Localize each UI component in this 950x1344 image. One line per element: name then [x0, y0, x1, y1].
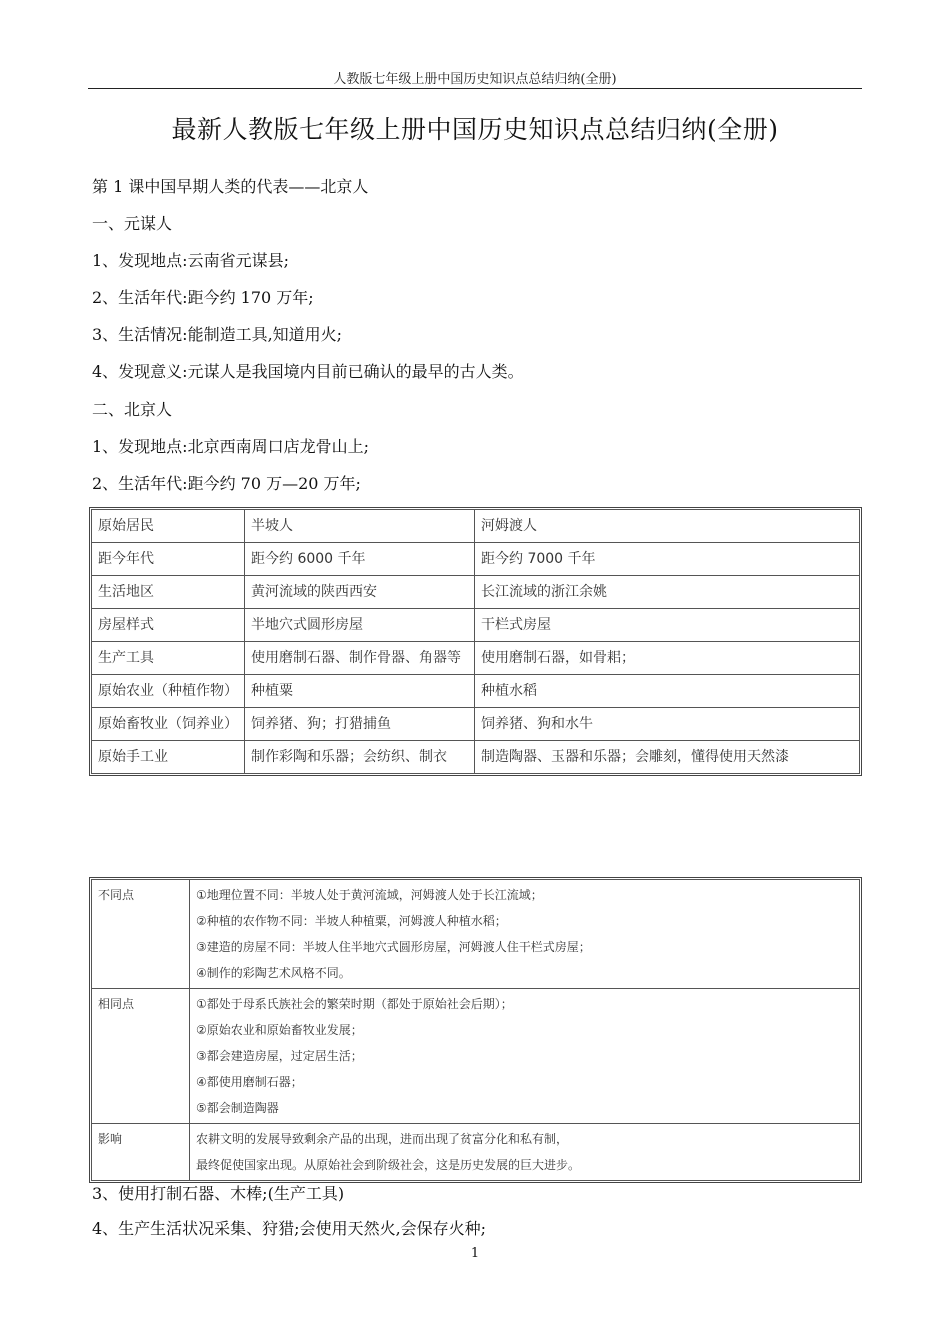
table-cell: 原始居民 — [92, 510, 245, 543]
summary-points — [190, 1124, 860, 1181]
table-cell: 距今约 7000 千年 — [475, 543, 860, 576]
comparison-table — [91, 509, 860, 774]
table-cell: 原始畜牧业（饲养业） — [92, 708, 245, 741]
summary-point: ①地理位置不同：半坡人处于黄河流域，河姆渡人处于长江流域； — [196, 888, 543, 902]
table-cell: 制造陶器、玉器和乐器；会雕刻，懂得使用天然漆 — [475, 741, 860, 774]
table-cell: 饲养猪、狗和水牛 — [475, 708, 860, 741]
running-header: 人教版七年级上册中国历史知识点总结归纳(全册) — [333, 72, 617, 87]
body-line: 3、使用打制石器、木棒;(生产工具) — [92, 1184, 345, 1203]
table-cell: 饲养猪、狗；打猎捕鱼 — [245, 708, 475, 741]
table-row — [92, 989, 860, 1124]
table-cell: 长江流域的浙江余姚 — [475, 576, 860, 609]
table-cell: 生产工具 — [92, 642, 245, 675]
summary-label: 不同点 — [92, 880, 190, 989]
table-cell: 生活地区 — [92, 576, 245, 609]
table-cell: 原始手工业 — [92, 741, 245, 774]
summary-point: ②种植的农作物不同：半坡人种植粟，河姆渡人种植水稻； — [196, 914, 507, 928]
table-row — [92, 510, 860, 543]
table-row — [92, 708, 860, 741]
section-heading-beijing: 二、北京人 — [92, 400, 173, 419]
table-cell: 种植水稻 — [475, 675, 860, 708]
body-line: 3、生活情况:能制造工具,知道用火; — [92, 325, 343, 344]
table-cell: 半坡人 — [245, 510, 475, 543]
table-cell: 使用磨制石器，如骨耜； — [475, 642, 860, 675]
body-line: 4、生产生活状况采集、狩猎;会使用天然火,会保存火种; — [92, 1219, 487, 1238]
summary-point: ①都处于母系氏族社会的繁荣时期（都处于原始社会后期）； — [196, 997, 513, 1011]
table-row — [92, 576, 860, 609]
table-cell: 制作彩陶和乐器；会纺织、制衣 — [245, 741, 475, 774]
summary-points — [190, 989, 860, 1124]
body-line: 4、发现意义:元谋人是我国境内目前已确认的最早的古人类。 — [92, 362, 524, 381]
table-cell: 半地穴式圆形房屋 — [245, 609, 475, 642]
table-cell: 距今约 6000 千年 — [245, 543, 475, 576]
summary-point: ④都使用磨制石器； — [196, 1075, 303, 1089]
body-line: 1、发现地点:云南省元谋县; — [92, 251, 289, 270]
summary-label: 相同点 — [92, 989, 190, 1124]
summary-table — [91, 879, 860, 1181]
lesson-heading: 第 1 课中国早期人类的代表——北京人 — [92, 177, 369, 196]
body-line: 2、生活年代:距今约 170 万年; — [92, 288, 314, 307]
table-row — [92, 741, 860, 774]
summary-point: 农耕文明的发展导致剩余产品的出现，进而出现了贫富分化和私有制， — [196, 1132, 569, 1146]
summary-point: ⑤都会制造陶器 — [196, 1101, 279, 1115]
table-cell: 原始农业（种植作物） — [92, 675, 245, 708]
document-title: 最新人教版七年级上册中国历史知识点总结归纳(全册) — [171, 115, 779, 144]
table-row — [92, 675, 860, 708]
table-row — [92, 609, 860, 642]
body-line: 2、生活年代:距今约 70 万—20 万年; — [92, 474, 361, 493]
summary-point: ④制作的彩陶艺术风格不同。 — [196, 966, 351, 980]
table-cell: 距今年代 — [92, 543, 245, 576]
table-cell: 使用磨制石器、制作骨器、角器等 — [245, 642, 475, 675]
page-number: 1 — [470, 1246, 480, 1261]
table-cell: 干栏式房屋 — [475, 609, 860, 642]
summary-point: ③都会建造房屋，过定居生活； — [196, 1049, 363, 1063]
header-divider — [88, 88, 862, 89]
table-cell: 河姆渡人 — [475, 510, 860, 543]
summary-points — [190, 880, 860, 989]
section-heading-yuanmou: 一、元谋人 — [92, 214, 173, 233]
table-row — [92, 543, 860, 576]
table-row — [92, 642, 860, 675]
table-cell: 房屋样式 — [92, 609, 245, 642]
table-row — [92, 880, 860, 989]
table-row — [92, 1124, 860, 1181]
table-cell: 种植粟 — [245, 675, 475, 708]
body-line: 1、发现地点:北京西南周口店龙骨山上; — [92, 437, 369, 456]
summary-point: 最终促使国家出现。从原始社会到阶级社会，这是历史发展的巨大进步。 — [196, 1158, 581, 1172]
summary-point: ②原始农业和原始畜牧业发展； — [196, 1023, 363, 1037]
summary-label: 影响 — [92, 1124, 190, 1181]
summary-point: ③建造的房屋不同：半坡人住半地穴式圆形房屋，河姆渡人住干栏式房屋； — [196, 940, 591, 954]
table-cell: 黄河流域的陕西西安 — [245, 576, 475, 609]
